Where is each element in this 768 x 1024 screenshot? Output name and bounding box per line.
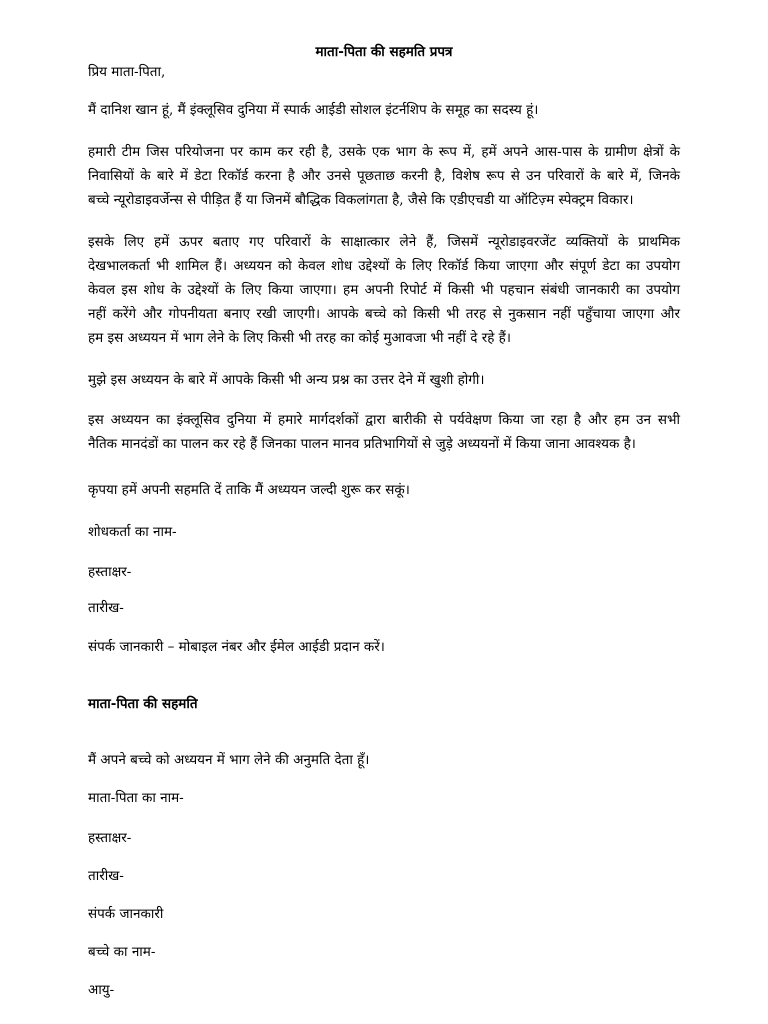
parent-name-field: माता-पिता का नाम- [88, 790, 184, 806]
paragraph-line: हम इस अध्ययन में भाग लेने के लिए किसी भी तरह का कोई मुआवजा भी नहीं दे रहे हैं। [88, 330, 511, 346]
parent-consent-statement: मैं अपने बच्चे को अध्ययन में भाग लेने की अनुमति देता हूँ। [88, 752, 370, 768]
parent-signature-field: हस्ताक्षर- [88, 830, 132, 846]
intro-paragraph: मैं दानिश खान हूं, मैं इंक्लूसिव दुनिया में स्पार्क आईडी सोशल इंटर्नशिप के समूह का सदस्य हूं। [88, 102, 539, 118]
page-title: माता-पिता की सहमति प्रपत्र [315, 44, 453, 60]
researcher-contact-field: संपर्क जानकारी – मोबाइल नंबर और ईमेल आईडी प्रदान करें। [88, 639, 385, 655]
parent-consent-heading: माता-पिता की सहमति [88, 696, 198, 712]
researcher-date-field: तारीख- [88, 600, 124, 616]
salutation: प्रिय माता-पिता, [88, 64, 166, 80]
child-name-field: बच्चे का नाम- [88, 944, 156, 960]
paragraph-line: नैतिक मानदंडों का पालन कर रहे हैं जिनका पालन मानव प्रतिभागियों से जुड़े अध्ययनों में किया जाना आवश्यक है। [88, 436, 636, 452]
questions-paragraph: मुझे इस अध्ययन के बारे में आपके किसी भी अन्य प्रश्न का उत्तर देने में खुशी होगी। [88, 372, 485, 388]
paragraph-line: इस अध्ययन का इंक्लूसिव दुनिया में हमारे मार्गदर्शकों द्वारा बारीकी से पर्यवेक्षण किया जा रहा है और हम उन सभी [88, 412, 680, 428]
paragraph-line: निवासियों के बारे में डेटा रिकॉर्ड करना है और उनसे पूछताछ करनी है, विशेष रूप से उन परिवारों के बारे में, जिनके [88, 168, 680, 184]
paragraph-line: नहीं करेंगे और गोपनीयता बनाए रखी जाएगी। आपके बच्चे को किसी भी तरह से नुकसान नहीं पहुँचाया जाएगा और [88, 306, 680, 322]
paragraph-line: केवल इस शोध के उद्देश्यों के लिए किया जाएगा। हम अपनी रिपोर्ट में किसी भी पहचान संबंधी जानकारी का उपयोग [88, 282, 680, 298]
supervision-paragraph [88, 408, 680, 456]
parent-date-field: तारीख- [88, 868, 124, 884]
study-details-paragraph [88, 230, 680, 350]
paragraph-line: हमारी टीम जिस परियोजना पर काम कर रही है, उसके एक भाग के रूप में, हमें अपने आस-पास के ग्रामीण क्षेत्रों के [88, 144, 680, 160]
paragraph-line: बच्चे न्यूरोडाइवर्जेन्स से पीड़ित हैं या जिनमें बौद्धिक विकलांगता है, जैसे कि एडीएचडी या ऑटिज़्म स्पेक्ट्रम विकार। [88, 192, 634, 208]
project-paragraph [88, 140, 680, 212]
paragraph-line: देखभालकर्ता भी शामिल हैं। अध्ययन को केवल शोध उद्देश्यों के लिए रिकॉर्ड किया जाएगा और संपूर्ण डेटा का उपयोग [88, 258, 680, 274]
paragraph-line: इसके लिए हमें ऊपर बताए गए परिवारों के साक्षात्कार लेने हैं, जिसमें न्यूरोडाइवरजेंट व्यक्तियों के प्राथमिक [88, 234, 680, 250]
consent-request-paragraph: कृपया हमें अपनी सहमति दें ताकि मैं अध्ययन जल्दी शुरू कर सकूं। [88, 482, 410, 498]
parent-contact-field: संपर्क जानकारी [88, 906, 164, 922]
researcher-signature-field: हस्ताक्षर- [88, 564, 132, 580]
child-age-field: आयु- [88, 982, 115, 998]
researcher-name-field: शोधकर्ता का नाम- [88, 524, 177, 540]
